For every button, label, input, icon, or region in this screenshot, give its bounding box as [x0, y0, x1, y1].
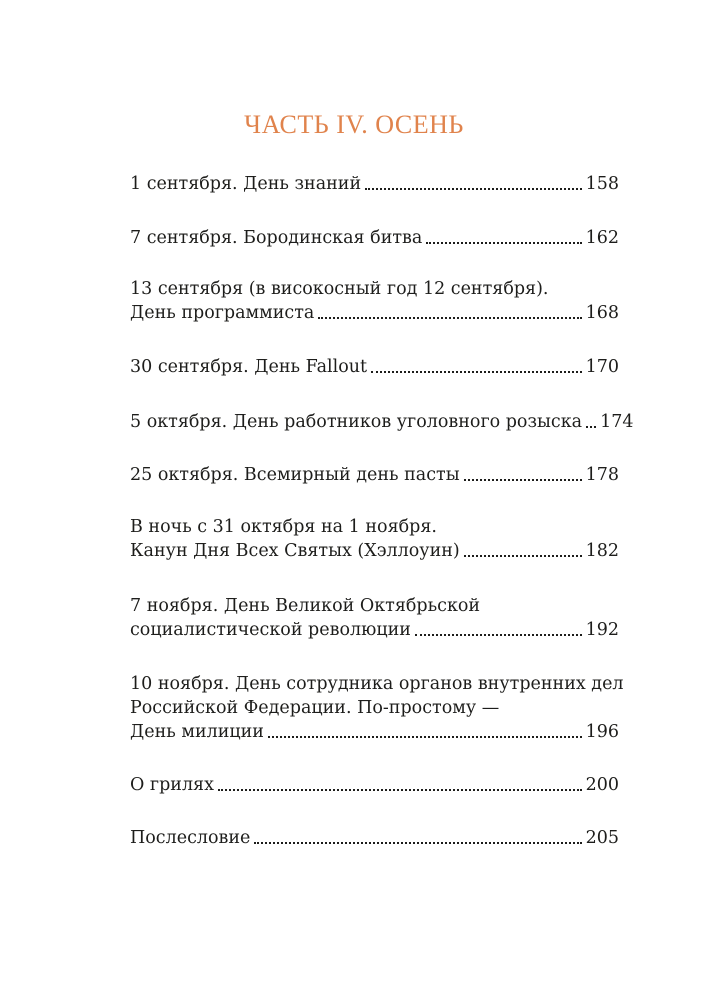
toc-entry-line: [130, 826, 619, 850]
toc-entry-title-line: 7 ноября. День Великой Октябрьской: [130, 596, 481, 616]
toc-entry-title: 7 сентября. Бородинская битва: [130, 228, 423, 248]
dot-leader: [254, 842, 581, 844]
toc-page-number: 205: [585, 828, 619, 848]
toc-entry-title-line: Российской Федерации. По-простому —: [130, 698, 500, 718]
dot-leader: [268, 736, 582, 738]
dot-leader: [464, 555, 582, 557]
toc-page-number: 192: [585, 620, 619, 640]
toc-entry-title: День программиста: [130, 303, 315, 323]
toc-entry-line: [130, 773, 619, 797]
toc-page-number: 200: [585, 775, 619, 795]
toc-entry-title: 1 сентября. День знаний: [130, 174, 362, 194]
toc-entry-title: День милиции: [130, 722, 264, 742]
toc-entry[interactable]: [130, 410, 634, 434]
toc-page-number: 162: [585, 228, 619, 248]
dot-leader: [464, 479, 582, 481]
toc-entry-title: социалистической революции: [130, 620, 411, 640]
toc-entry[interactable]: [130, 773, 619, 797]
toc-entry[interactable]: [130, 172, 619, 196]
toc-entry-title: Послесловие: [130, 828, 251, 848]
toc-entry[interactable]: [130, 594, 619, 642]
toc-entry-line: [130, 410, 634, 434]
toc-entry-line: [130, 618, 619, 642]
dot-leader: [426, 242, 581, 244]
toc-entry-line: [130, 463, 619, 487]
dot-leader: [218, 789, 582, 791]
toc-entry-line: [130, 355, 619, 379]
dot-leader: [318, 317, 581, 319]
dot-leader: [365, 188, 581, 190]
toc-page-number: 196: [585, 722, 619, 742]
dot-leader: [371, 371, 582, 373]
dot-leader: [415, 634, 582, 636]
toc-entry-line: [130, 720, 619, 744]
toc-page-number: 178: [585, 465, 619, 485]
toc-entry-line: [130, 172, 619, 196]
toc-entry[interactable]: [130, 355, 619, 379]
dot-leader: [586, 426, 596, 428]
toc-entry-line: [130, 539, 619, 563]
toc-page-number: 170: [585, 357, 619, 377]
toc-entry[interactable]: [130, 277, 619, 325]
toc-entry-title-line: 13 сентября (в високосный год 12 сентября).: [130, 279, 549, 299]
toc-entry-title-line: 10 ноября. День сотрудника органов внутренних дел: [130, 674, 624, 694]
toc-entry[interactable]: [130, 463, 619, 487]
toc-entry-line: [130, 301, 619, 325]
toc-page-number: 182: [585, 541, 619, 561]
toc-entry-title: Канун Дня Всех Святых (Хэллоуин): [130, 541, 460, 561]
toc-entry[interactable]: [130, 515, 619, 563]
toc-page-number: 168: [585, 303, 619, 323]
toc-entry[interactable]: [130, 672, 624, 744]
toc-entry[interactable]: [130, 226, 619, 250]
toc-page-number: 158: [585, 174, 619, 194]
toc-entry-title-line: В ночь с 31 октября на 1 ноября.: [130, 517, 437, 537]
section-heading: ЧАСТЬ IV. ОСЕНЬ: [244, 110, 464, 139]
toc-entry-title: 5 октября. День работников уголовного розыска: [130, 412, 583, 432]
toc-entry-line: [130, 226, 619, 250]
toc-entry[interactable]: [130, 826, 619, 850]
toc-entry-title: 30 сентября. День Fallout: [130, 357, 368, 377]
toc-entry-title: 25 октября. Всемирный день пасты: [130, 465, 460, 485]
toc-page-number: 174: [600, 412, 634, 432]
toc-entry-title: О грилях: [130, 775, 214, 795]
